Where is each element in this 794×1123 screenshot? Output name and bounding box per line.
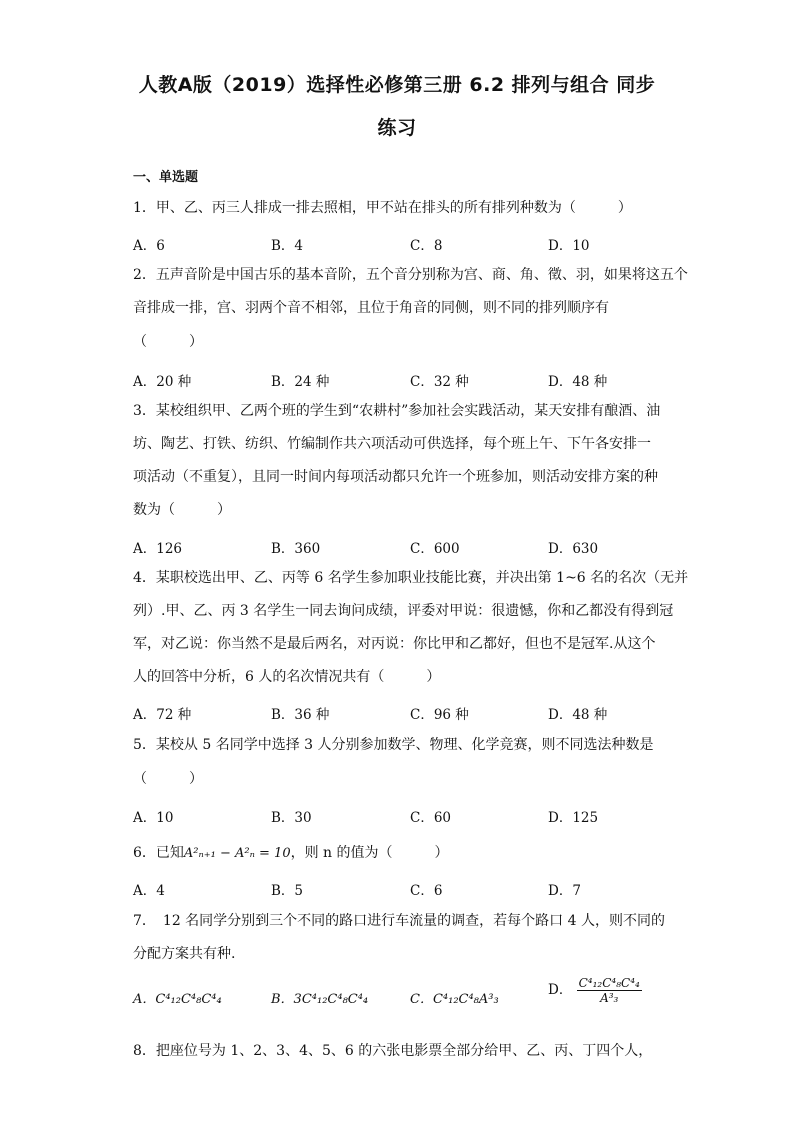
q4-option-c: C．96 种 <box>410 707 469 723</box>
q2-option-a: A．20 种 <box>133 374 192 390</box>
title-line-1: 人教A版（2019）选择性必修第三册 6.2 排列与组合 同步 <box>138 74 656 96</box>
q7-option-b: B．3C⁴₁₂C⁴₈C⁴₄ <box>271 992 369 1007</box>
question-4-line-3: 军，对乙说：你当然不是最后两名，对丙说：你比甲和乙都好，但也不是冠军.从这个 <box>133 636 656 652</box>
question-3-line-2: 坊、陶艺、打铁、纺织、竹编制作共六项活动可供选择，每个班上午、下午各安排一 <box>133 436 651 452</box>
q4-option-d: D．48 种 <box>548 707 608 723</box>
q4-option-a: A．72 种 <box>133 707 192 723</box>
q1-option-b: B．4 <box>271 238 304 254</box>
question-5-line-2: （ ） <box>133 771 203 787</box>
section-heading: 一、单选题 <box>133 170 199 185</box>
q7-option-d-numerator: C⁴₁₂C⁴₈C⁴₄ <box>578 976 640 990</box>
q7-option-d-fraction <box>577 976 642 1005</box>
question-8-line-1: 8．把座位号为 1、2、3、4、5、6 的六张电影票全部分给甲、乙、丙、丁四个人， <box>133 1043 653 1059</box>
q5-option-c: C．60 <box>410 810 452 826</box>
q2-option-b: B．24 种 <box>271 374 330 390</box>
q6-formula: A²ₙ₊₁ − A²ₙ = 10 <box>183 846 291 861</box>
q2-option-d: D．48 种 <box>548 374 608 390</box>
question-7-line-1: 7． 12 名同学分别到三个不同的路口进行车流量的调查，若每个路口 4 人，则不同的 <box>133 913 665 929</box>
question-4-line-2: 列）.甲、乙、丙 3 名学生一同去询问成绩，评委对甲说：很遗憾，你和乙都没有得到冠 <box>133 603 674 619</box>
q7-option-d-denominator: A³₃ <box>600 991 619 1005</box>
q5-option-d: D．125 <box>548 810 599 826</box>
q1-option-d: D．10 <box>548 238 590 254</box>
q3-option-c: C．600 <box>410 541 460 557</box>
question-7-line-2: 分配方案共有种. <box>133 946 236 962</box>
question-3-line-1: 3．某校组织甲、乙两个班的学生到“农耕村”参加社会实践活动，某天安排有酿酒、油 <box>133 403 661 419</box>
q5-option-a: A．10 <box>133 810 174 826</box>
q6-suffix: ，则 n 的值为（ ） <box>290 845 449 861</box>
question-2-line-1: 2．五声音阶是中国古乐的基本音阶，五个音分别称为宫、商、角、徵、羽，如果将这五个 <box>133 267 688 283</box>
question-1-line-1: 1．甲、乙、丙三人排成一排去照相，甲不站在排头的所有排列种数为（ ） <box>133 200 632 216</box>
question-5-line-1: 5．某校从 5 名同学中选择 3 人分别参加数学、物理、化学竞赛，则不同选法种数是 <box>133 737 654 753</box>
q6-prefix: 6．已知 <box>133 845 184 861</box>
question-3-line-4: 数为（ ） <box>133 502 231 518</box>
q6-option-d: D．7 <box>548 883 581 899</box>
q7-option-a: A．C⁴₁₂C⁴₈C⁴₄ <box>133 992 222 1007</box>
q2-option-c: C．32 种 <box>410 374 469 390</box>
q1-option-c: C．8 <box>410 238 443 254</box>
question-4-line-1: 4．某职校选出甲、乙、丙等 6 名学生参加职业技能比赛，并决出第 1~6 名的名次（无并 <box>133 570 689 586</box>
question-2-line-2: 音排成一排，宫、羽两个音不相邻，且位于角音的同侧，则不同的排列顺序有 <box>133 300 609 316</box>
q4-option-b: B．36 种 <box>271 707 330 723</box>
q1-option-a: A．6 <box>133 238 165 254</box>
q5-option-b: B．30 <box>271 810 312 826</box>
q7-option-d-label: D． <box>548 982 573 998</box>
question-4-line-4: 人的回答中分析，6 人的名次情况共有（ ） <box>133 669 441 685</box>
q3-option-d: D．630 <box>548 541 599 557</box>
q6-option-a: A．4 <box>133 883 165 899</box>
question-2-line-3: （ ） <box>133 334 203 350</box>
title-line-2: 练习 <box>377 117 417 139</box>
q3-option-a: A．126 <box>133 541 183 557</box>
q6-option-b: B．5 <box>271 883 304 899</box>
q7-option-c: C．C⁴₁₂C⁴₈A³₃ <box>410 992 499 1007</box>
q7-option-d <box>548 976 642 1005</box>
q3-option-b: B．360 <box>271 541 321 557</box>
question-6-line-1 <box>133 842 449 862</box>
q6-option-c: C．6 <box>410 883 443 899</box>
question-3-line-3: 项活动（不重复），且同一时间内每项活动都只允许一个班参加，则活动安排方案的种 <box>133 469 658 485</box>
